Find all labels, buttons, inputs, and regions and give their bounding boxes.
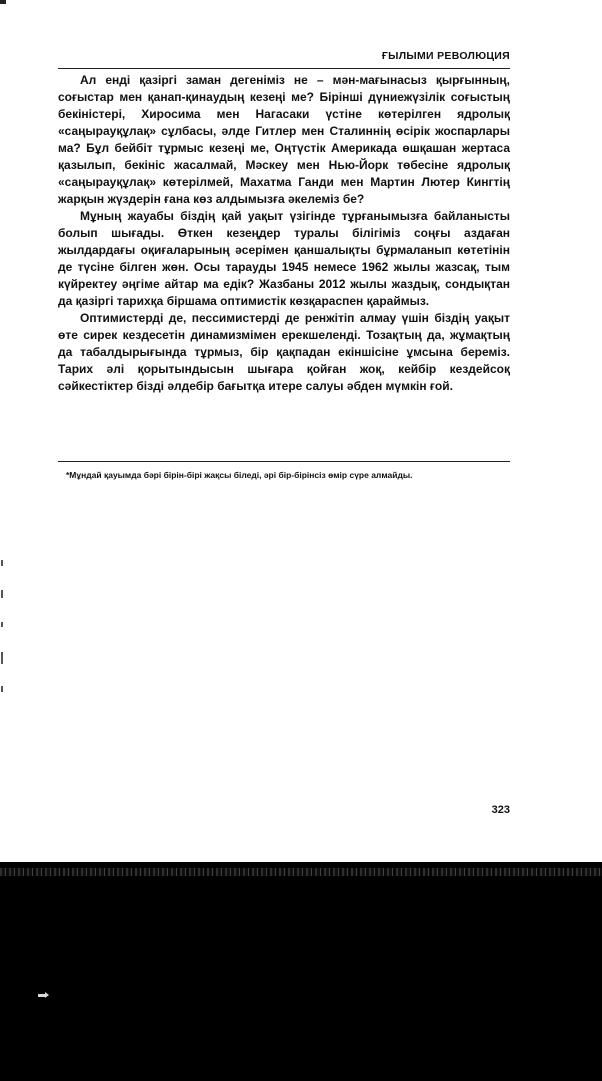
scan-corner-mark xyxy=(0,0,6,4)
body-text xyxy=(58,72,510,395)
footnote: *Мұндай қауымда бәрі бірін-бірі жақсы біледі, әрі бір-бірінсіз өмір сүре алмайды. xyxy=(66,470,413,480)
scan-arrow-icon xyxy=(38,994,46,997)
scan-dark-band xyxy=(0,862,602,1081)
footnote-rule xyxy=(58,461,510,462)
paragraph-1: Ал енді қазіргі заман дегеніміз не – мән-мағынасыз қырғынның, соғыстар мен қанап-қинаудың кезеңі ме? Бірінші дүниежүзілік соғыстың бекіністері, Хиросима мен Нагасаки үстіне көтерілген ядролық «саңырауқұлақ» сұлбасы, әлде Гитлер мен Сталиннің өсірік жоспарлары ма? Бұл бейбіт тұрмыс кезеңі ме, Оңтүстік Америкада өшқашан жертаса қазылып, бекініс жасалмай, Мәскеу мен Нью-Йорк төбесіне ядролық «саңырауқұлақ» көтерілмей, Махатма Ганди мен Мартин Лютер Кингтің жарқын жүздерін ғана көз алдымызға әкелеміз бе? xyxy=(58,73,510,206)
header-rule xyxy=(58,68,510,69)
page-number: 323 xyxy=(491,804,510,816)
running-head: ҒЫЛЫМИ РЕВОЛЮЦИЯ xyxy=(381,50,510,62)
paragraph-3: Оптимистерді де, пессимистерді де ренжітіп алмау үшін біздің уақыт өте сирек кездесетін динамизмімен ерекшеленді. Тозақтың да, жұмақтың да табалдырығында тұрмыз, бір қақпадан екіншісіне ұмсына береміз. Тарих әлі қорытындысын шығара қойған жоқ, кейбір кездейсоқ сәйкестіктер бізді әлдебір бағытқа итере салуы әбден мүмкін ғой. xyxy=(58,311,510,393)
paragraph-2: Мұның жауабы біздің қай уақыт үзігінде тұрғанымызға байланысты болып шығады. Өткен кезеңдер туралы білігіміз соңғы аздаған жылдардағы оқиғаларының әсерімен қаншалықты бұрмаланып көтетінін де түсіне білген жөн. Осы тарауды 1945 немесе 1962 жылы жазсақ, тым күйректеу әңгіме айтар ма едік? Жазбаны 2012 жылы жаздық, сондықтан да қазіргі тарихқа біршама оптимистік көзқараспен қараймыз. xyxy=(58,209,510,308)
scan-noise-strip xyxy=(0,868,602,876)
scan-edge-marks xyxy=(0,560,6,720)
